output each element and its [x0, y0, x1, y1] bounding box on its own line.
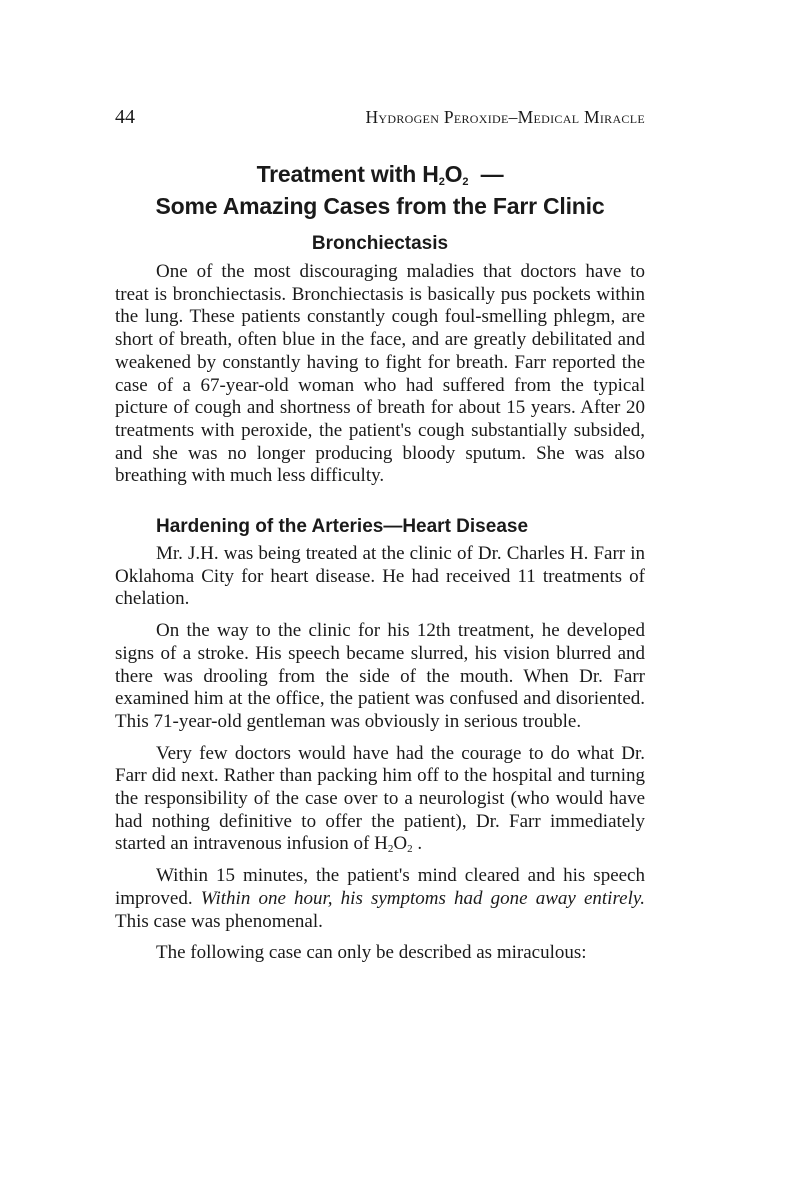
chapter-title-line1: Treatment with $H_2O_2$ — — [256, 161, 504, 188]
chapter-title — [115, 158, 645, 222]
chapter-title-line2: Some Amazing Cases from the Farr Clinic — [155, 193, 605, 219]
paragraph-arteries-5: The following case can only be described as miraculous: — [156, 942, 587, 964]
paragraph-arteries-4: Within 15 minutes, the patient's mind cleared and his speech improved. Within one hour, his symptoms had gone away entirely. This case was phenomenal. — [115, 865, 655, 932]
paragraph-bronchiectasis: One of the most discouraging maladies that doctors have to treat is bronchiectasis. Bronchiectasis is basically pus pockets within the lung. These patients constantly cough foul-smelling phlegm, are short of breath, often blue in the face, and are greatly debilitated and weakened by constantly having to fight for breath. Farr reported the case of a 67-year-old woman who had suffered from the typical picture of cough and shortness of breath for about 15 years. After 20 treatments with peroxide, the patient's cough substantially subsided, and she was no longer producing bloody sputum. She was also breathing with much less difficulty. — [115, 261, 645, 487]
formula-h2o2: $H_2O_2$ — [374, 833, 413, 856]
paragraph-arteries-3: Very few doctors would have had the courage to do what Dr. Farr did next. Rather than packing him off to the hospital and turning the responsibility of the case over to a neurologist (who would have had nothing definitive to offer the patient), Dr. Farr immediately started an intravenous infusion of $H_2O_2$ . — [115, 742, 645, 856]
italic-emphasis: Within one hour, his symptoms had gone away entirely. — [200, 887, 645, 909]
section-heading-bronchiectasis: Bronchiectasis — [311, 233, 449, 254]
section-heading-arteries: Hardening of the Arteries—Heart Disease — [156, 516, 529, 538]
running-head — [115, 106, 645, 136]
paragraph-arteries-2: On the way to the clinic for his 12th treatment, he developed signs of a stroke. His speech became slurred, his vision blurred and there was drooling from the side of the mouth. When Dr. Farr examined him at the office, the patient was confused and disoriented. This 71-year-old gentleman was obviously in serious trouble. — [115, 620, 645, 732]
page-number: 44 — [115, 106, 135, 128]
paragraph-arteries-1: Mr. J.H. was being treated at the clinic of Dr. Charles H. Farr in Oklahoma City for heart disease. He had received 11 treatments of chelation. — [115, 543, 645, 610]
book-page — [115, 106, 655, 965]
running-book-title: Hydrogen Peroxide–Medical Miracle — [365, 107, 645, 127]
